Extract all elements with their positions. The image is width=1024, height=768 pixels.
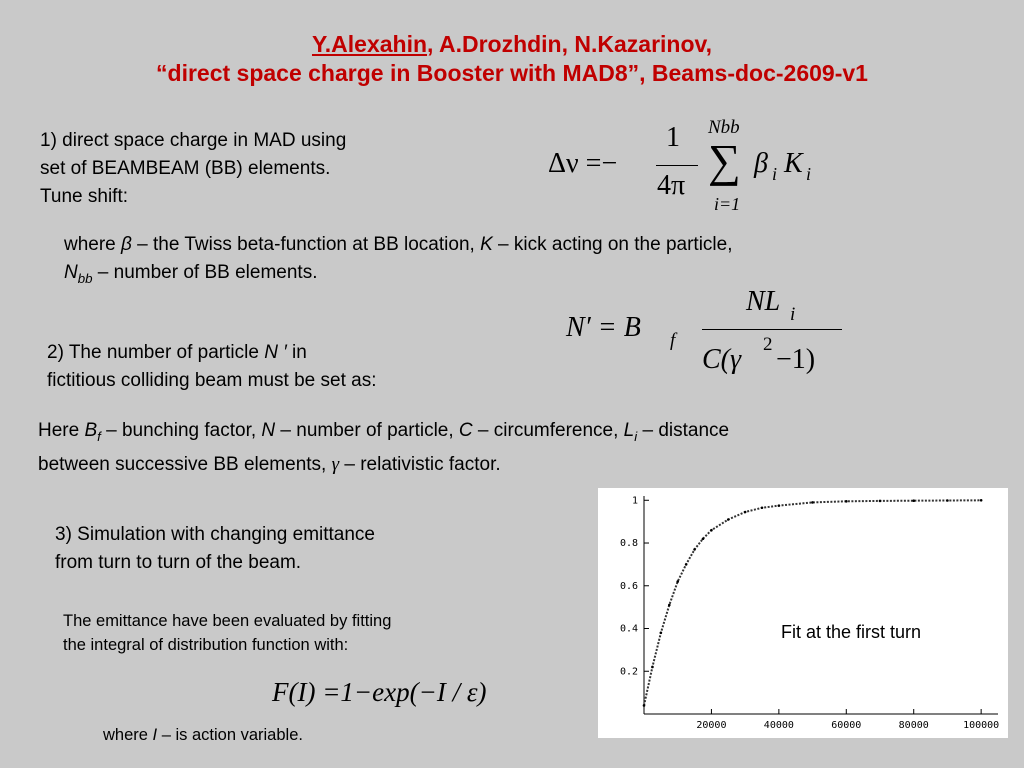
- data-point-8: [710, 529, 713, 532]
- where3-t2: – is action variable.: [157, 726, 303, 744]
- section-2-text: [47, 339, 377, 395]
- eq1-index-2: i: [806, 164, 812, 184]
- here-gamma: γ: [331, 453, 340, 475]
- data-point-16: [912, 499, 915, 502]
- title-author-underlined: Y.Alexahin: [311, 31, 428, 57]
- here-t5: – distance: [637, 420, 730, 441]
- data-point-14: [845, 500, 848, 503]
- eq1-index-1: i: [772, 164, 778, 184]
- data-point-2: [660, 631, 663, 634]
- fit-plot-svg: [598, 488, 1008, 738]
- where1-t2: – the Twiss beta-function at BB location,: [131, 234, 481, 255]
- x-tick-label-2: 60000: [831, 720, 862, 731]
- eq2-fraction-bar: [702, 329, 842, 330]
- x-tick-label-3: 80000: [898, 720, 929, 731]
- eq1-sum-lower: i=1: [714, 194, 741, 214]
- section-1-line-1: 1) direct space charge in MAD using: [40, 130, 347, 151]
- eq1-denominator: 4π: [657, 170, 686, 201]
- here-B: B: [84, 420, 98, 441]
- where1-bb: bb: [77, 270, 93, 286]
- data-point-13: [811, 501, 814, 504]
- eq2-lhs-sub: f: [670, 330, 676, 351]
- x-tick-label-0: 20000: [696, 720, 727, 731]
- where1-beta: β: [121, 234, 132, 255]
- where1-N: N: [64, 262, 78, 283]
- x-tick-label-4: 100000: [963, 720, 1000, 731]
- title-reference: “direct space charge in Booster with MAD8”, Beams-doc-2609-v1: [156, 60, 868, 86]
- eq2-denominator-a: C(γ: [702, 344, 742, 375]
- y-tick-label-1: 0.4: [619, 623, 638, 635]
- fit-line-2: the integral of distribution function with:: [63, 636, 349, 654]
- tune-shift-equation: [548, 112, 828, 222]
- where1-t3: – kick acting on the particle,: [492, 234, 733, 255]
- where-beta-text: [64, 231, 1004, 293]
- y-tick-label-3: 0.8: [619, 538, 638, 550]
- section-3-line-2: from turn to turn of the beam.: [55, 552, 302, 573]
- data-point-15: [879, 500, 882, 503]
- data-point-18: [980, 499, 983, 502]
- slide-title: [0, 30, 1024, 88]
- here-C: C: [458, 420, 473, 441]
- data-point-12: [778, 504, 781, 507]
- section-2-line-2: fictitious colliding beam must be set as:: [47, 370, 377, 391]
- plot-area: [620, 495, 999, 731]
- here-L: L: [623, 420, 635, 441]
- where1-t1: where: [64, 234, 122, 255]
- y-tick-label-0: 0.2: [619, 666, 638, 678]
- here-f: f: [97, 428, 101, 444]
- section2-N: N ′: [264, 342, 287, 363]
- here-i: i: [634, 428, 638, 444]
- eq1-numerator: 1: [666, 122, 680, 153]
- title-authors-rest: , A.Drozhdin, N.Kazarinov,: [427, 31, 712, 57]
- here-t3: – number of particle,: [275, 420, 459, 441]
- eq1-kick: K: [784, 148, 803, 179]
- data-point-5: [685, 563, 688, 566]
- data-point-17: [946, 499, 949, 502]
- data-point-11: [761, 506, 764, 509]
- data-point-9: [727, 518, 730, 521]
- section2-t2: in: [286, 342, 307, 363]
- eq2-denominator-b: −1): [776, 344, 816, 375]
- where3-I: I: [152, 726, 158, 744]
- data-point-6: [693, 548, 696, 551]
- eq2-lhs: N′ = B: [566, 312, 641, 343]
- here-t2: – bunching factor,: [100, 420, 262, 441]
- eq1-sum-symbol: ∑: [708, 135, 741, 186]
- plot-caption: Fit at the first turn: [781, 622, 922, 642]
- here-line2a: between successive BB elements,: [38, 453, 332, 475]
- data-point-7: [702, 537, 705, 540]
- where-action-text: [103, 723, 303, 747]
- eq2-numerator-sub: i: [790, 304, 796, 325]
- eq1-lhs: Δν =−: [548, 148, 618, 179]
- fit-function-equation: F(I) =1−exp(−I / ε): [272, 677, 487, 707]
- fit-description: [63, 609, 391, 657]
- y-tick-label-4: 1: [631, 495, 638, 507]
- eq2-denominator-sup: 2: [763, 334, 773, 355]
- section-1-line-3: Tune shift:: [40, 186, 129, 207]
- data-point-1: [651, 666, 654, 669]
- section2-t1: 2) The number of particle: [47, 342, 265, 363]
- data-point-3: [668, 604, 671, 607]
- data-curve: [644, 500, 981, 705]
- where1-t4: – number of BB elements.: [92, 262, 318, 283]
- here-line2b: – relativistic factor.: [339, 453, 501, 475]
- here-N: N: [261, 420, 276, 441]
- section-3-line-1: 3) Simulation with changing emittance: [55, 524, 376, 545]
- where1-K: K: [480, 234, 493, 255]
- data-point-10: [744, 511, 747, 514]
- eq1-beta: β: [754, 148, 768, 179]
- section-3-text: [55, 521, 375, 577]
- title-authors: [0, 30, 1024, 59]
- data-point-4: [676, 580, 679, 583]
- eq2-numerator: NL: [746, 286, 781, 317]
- here-t1: Here: [38, 420, 85, 441]
- section-1-text: [40, 127, 346, 211]
- x-tick-label-1: 40000: [763, 720, 794, 731]
- where3-t1: where: [103, 726, 153, 744]
- fit-line-1: The emittance have been evaluated by fitting: [63, 612, 392, 630]
- definitions-text: [38, 417, 998, 479]
- particle-number-equation: [566, 282, 856, 392]
- fit-plot: [598, 488, 1008, 738]
- section-1-line-2: set of BEAMBEAM (BB) elements.: [40, 158, 331, 179]
- y-tick-label-2: 0.6: [619, 580, 638, 592]
- here-t4: – circumference,: [472, 420, 624, 441]
- data-point-0: [643, 704, 646, 707]
- eq1-sum-upper: Nbb: [708, 117, 740, 138]
- eq1-fraction-bar: [656, 165, 698, 166]
